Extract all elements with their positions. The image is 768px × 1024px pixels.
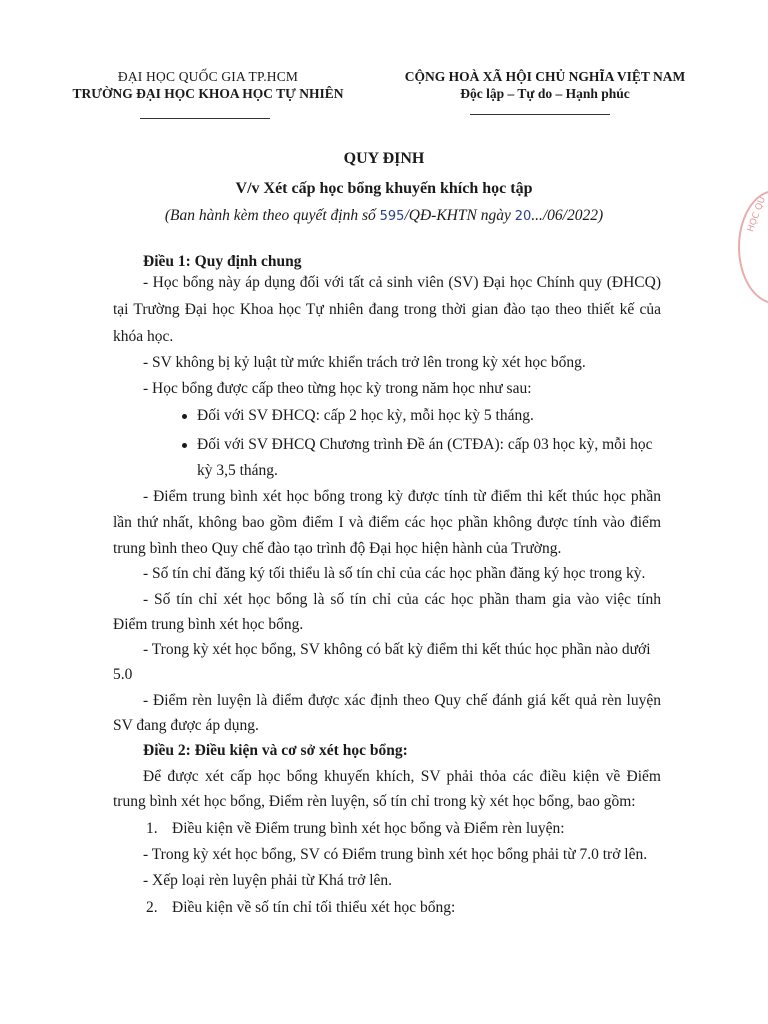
bullet-item: Đối với SV ĐHCQ Chương trình Đề án (CTĐA): cấp 03 học kỳ, mỗi học [197,436,653,453]
header-right-rule [470,114,610,115]
list-item: Điều kiện về Điểm trung bình xét học bổng và Điểm rèn luyện: [172,820,565,837]
stamp-text: HỌC QU [746,195,768,234]
article1-line: - Học bổng này áp dụng đối với tất cả sinh viên (SV) Đại học Chính quy (ĐHCQ) [143,274,661,291]
issued-suffix: .../06/2022) [531,207,604,224]
bullet-item-continued: kỳ 3,5 tháng. [197,462,278,479]
bullet-item: Đối với SV ĐHCQ: cấp 2 học kỳ, mỗi học kỳ 5 tháng. [197,407,534,424]
list-number: 1. [146,820,158,837]
country-name: CỘNG HOÀ XÃ HỘI CHỦ NGHĨA VIỆT NAM [404,69,686,84]
article1-line: - Điểm trung bình xét học bổng trong kỳ được tính từ điểm thi kết thúc học phần [143,488,661,505]
document-title: QUY ĐỊNH [343,150,425,167]
article2-heading: Điều 2: Điều kiện và cơ sở xét học bổng: [143,742,408,759]
article1-line: - Học bổng được cấp theo từng học kỳ trong năm học như sau: [143,380,532,397]
article1-line: tại Trường Đại học Khoa học Tự nhiên đang trong thời gian đào tạo theo thiết kế của [113,301,661,318]
header-left-rule [140,118,270,119]
article1-line: - SV không bị kỷ luật từ mức khiển trách trở lên trong kỳ xét học bổng. [143,354,586,371]
article1-line: - Số tín chỉ xét học bổng là số tín chỉ của các học phần tham gia vào việc tính [143,591,661,608]
header-left [58,68,358,102]
article2-line: - Xếp loại rèn luyện phải từ Khá trở lên. [143,872,393,889]
article1-line: Điểm trung bình xét học bổng. [113,616,304,633]
article1-line: 5.0 [113,666,133,683]
bullet-dot-icon [182,443,187,448]
handwritten-decision-number: 595 [379,209,405,224]
handwritten-day: 20 [514,209,532,224]
article1-heading: Điều 1: Quy định chung [143,253,302,270]
article2-line: - Trong kỳ xét học bổng, SV có Điểm trung bình xét học bổng phải từ 7.0 trở lên. [143,846,648,863]
school-name: TRƯỜNG ĐẠI HỌC KHOA HỌC TỰ NHIÊN [72,86,344,101]
header-right [380,68,710,102]
article1-line: khóa học. [113,328,174,345]
article1-line: SV đang được áp dụng. [113,717,259,734]
document-subtitle: V/v Xét cấp học bổng khuyến khích học tập [235,180,533,197]
issued-prefix: (Ban hành kèm theo quyết định số [164,207,380,224]
issued-mid: /QĐ-KHTN ngày [404,207,515,224]
article1-line: trung bình theo Quy chế đào tạo trình độ Đại học hiện hành của Trường. [113,540,562,557]
university-name: ĐẠI HỌC QUỐC GIA TP.HCM [117,69,299,84]
article1-line: lần thứ nhất, không bao gồm điểm I và điểm các học phần không được tính vào điểm [113,514,661,531]
article2-line: trung bình xét học bổng, Điểm rèn luyện, số tín chỉ trong kỳ xét học bổng, bao gồm: [113,793,636,810]
article1-line: - Điểm rèn luyện là điểm được xác định theo Quy chế đánh giá kết quả rèn luyện [143,692,661,709]
article2-line: Để được xét cấp học bổng khuyến khích, SV phải thỏa các điều kiện về Điểm [143,768,661,785]
article1-line: - Trong kỳ xét học bổng, SV không có bất kỳ điểm thi kết thúc học phần nào dưới [143,641,651,658]
bullet-dot-icon [182,414,187,419]
list-item: Điều kiện về số tín chỉ tối thiểu xét học bổng: [172,899,456,916]
article1-line: - Số tín chỉ đăng ký tối thiểu là số tín chỉ của các học phần đăng ký học trong kỳ. [143,565,646,582]
list-number: 2. [146,899,158,916]
issued-note [0,207,768,225]
country-motto: Độc lập – Tự do – Hạnh phúc [460,86,630,101]
